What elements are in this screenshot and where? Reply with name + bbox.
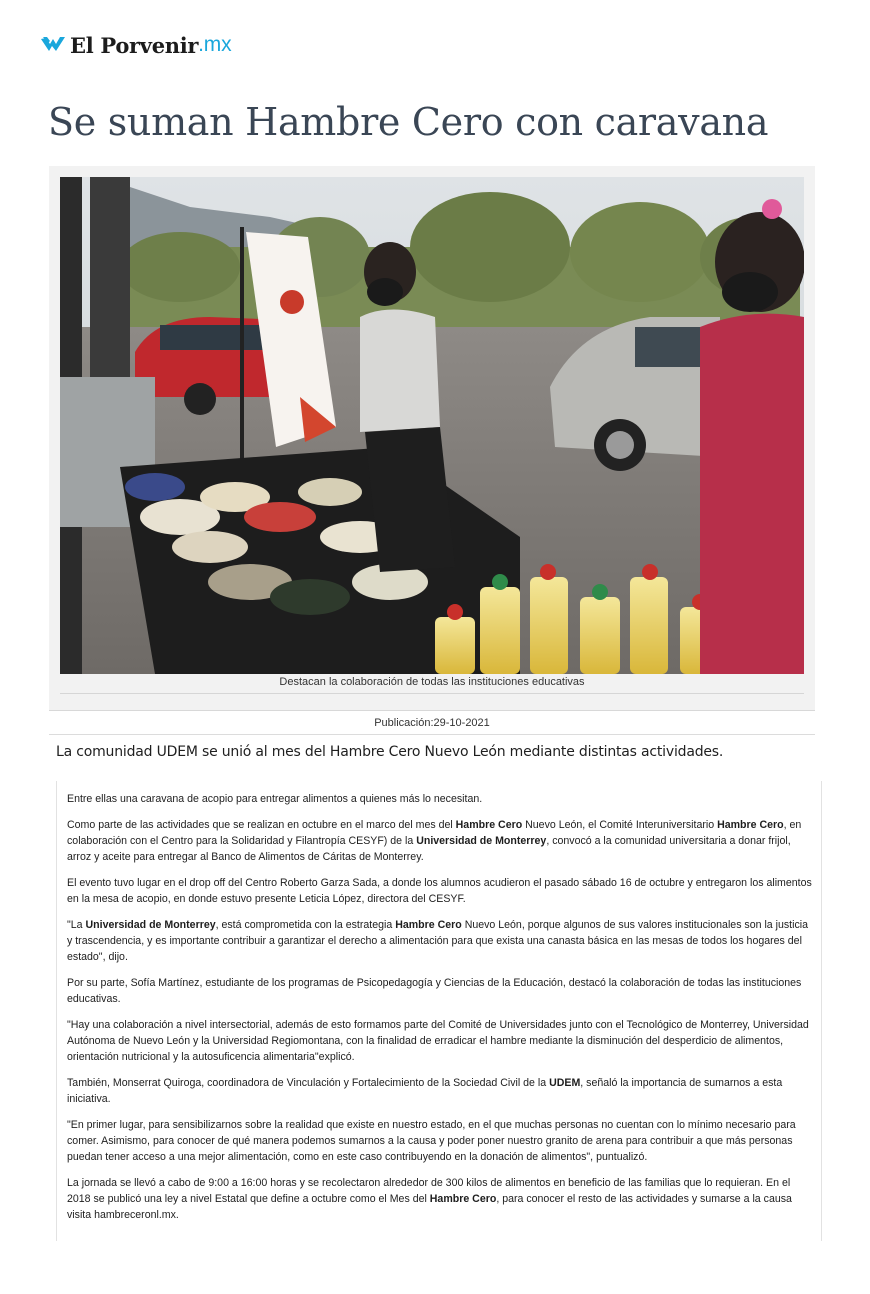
bold-term: Universidad de Monterrey xyxy=(85,919,216,932)
text-run: , señaló la importancia de sumarnos a esta iniciativa. xyxy=(67,1077,783,1105)
text-run: , para conocer el resto de las actividades y sumarse a la causa visita hambreceronl.mx. xyxy=(67,1192,792,1221)
bold-term: Hambre Cero xyxy=(717,819,784,832)
bird-logo-icon xyxy=(40,35,66,55)
text-run: El evento tuvo lugar en el drop off del Centro Roberto Garza Sada, a donde los alumnos acudieron el pasado sábado 16 de octubre y entregaron los alimentos en la mesa de acopio, en donde estuvo presente Leticia López, directora del CESYF. xyxy=(67,877,812,905)
article-body xyxy=(56,781,822,1241)
body-paragraph xyxy=(67,976,812,1008)
text-run: "Hay una colaboración a nivel intersectorial, además de esto formamos parte del Comité de Universidades junto con el Tecnológico de Monterrey, Universidad Autónoma de Nuevo León y la Universidad Regiomontana, con la finalidad de erradicar el hambre mediante la disminución del desperdicio de alimentos, orientación nutricional y la autosuficencia alimentaria"explicó. xyxy=(67,1019,809,1063)
bold-term: Hambre Cero xyxy=(429,1192,497,1205)
article-body-text xyxy=(67,792,812,1234)
text-run: Entre ellas una caravana de acopio para entregar alimentos a quienes más lo necesitan. xyxy=(67,793,483,805)
text-run: "En primer lugar, para sensibilizarnos sobre la realidad que existe en nuestro estado, en el que muchas personas no cuentan con lo mínimo necesario para comer. Asimismo, para conocer de qué manera podemos sumarnos a la causa y poder poner nuestro granito de arena para contribuir a que más personas puedan tener acceso a una mejor alimentación, como en este caso contribuyendo en la donación de alimentos", puntualizó. xyxy=(67,1119,796,1163)
publication-divider xyxy=(49,734,815,735)
text-run: Nuevo León, el Comité Interuniversitario xyxy=(522,819,718,832)
article-title: Se suman Hambre Cero con caravana xyxy=(48,100,769,144)
bold-term: Hambre Cero xyxy=(455,819,523,832)
image-caption: Destacan la colaboración de todas las instituciones educativas xyxy=(279,676,585,688)
article-figure xyxy=(49,166,815,711)
text-run: , en colaboración con el Centro para la Solidaridad y Filantropía CESYF) de la xyxy=(67,819,802,848)
site-header xyxy=(40,32,231,58)
text-run: , está comprometida con la estrategia xyxy=(215,919,396,932)
body-paragraph xyxy=(67,1076,812,1108)
body-paragraph xyxy=(67,1118,812,1165)
text-run: Nuevo León, porque algunos de sus valores institucionales son la justicia y trascendencia, y es importante contribuir a garantizar el derecho a alimentación para que exista una canasta básica en las mesas de todos los hogares del estado", dijo. xyxy=(67,919,809,963)
brand-tld[interactable]: .mx xyxy=(198,33,232,56)
text-run: , convocó a la comunidad universitaria a donar frijol, arroz y aceite para entregar al Banco de Alimentos de Cáritas de Monterrey. xyxy=(67,835,791,863)
brand-name[interactable]: El Porvenir xyxy=(70,32,199,58)
text-run: La jornada se llevó a cabo de 9:00 a 16:00 horas y se recolectaron alrededor de 300 kilos de alimentos en beneficio de las familias que lo requieran. En el 2018 se publicó una ley a nivel Estatal que define a octubre como el Mes del xyxy=(67,1177,791,1205)
body-paragraph xyxy=(67,1176,812,1223)
body-paragraph xyxy=(67,792,812,808)
body-paragraph xyxy=(67,1018,812,1065)
text-run: "La xyxy=(67,919,86,932)
article-lead: La comunidad UDEM se unió al mes del Hambre Cero Nuevo León mediante distintas actividades. xyxy=(56,744,724,760)
article-photo xyxy=(60,177,804,674)
caption-divider xyxy=(60,693,804,694)
body-paragraph xyxy=(67,876,812,908)
bold-term: Universidad de Monterrey xyxy=(416,835,547,848)
text-run: Como parte de las actividades que se realizan en octubre en el marco del mes del xyxy=(67,819,456,832)
bold-term: Hambre Cero xyxy=(395,919,462,932)
bold-term: UDEM xyxy=(549,1077,581,1090)
text-run: Por su parte, Sofía Martínez, estudiante de los programas de Psicopedagogía y Ciencias de la Educación, destacó la colaboración de todas las instituciones educativas. xyxy=(67,977,802,1005)
text-run: También, Monserrat Quiroga, coordinadora de Vinculación y Fortalecimiento de la Sociedad Civil de la xyxy=(67,1077,550,1090)
body-paragraph xyxy=(67,818,812,865)
publication-date: Publicación:29-10-2021 xyxy=(374,717,490,729)
body-paragraph xyxy=(67,918,812,965)
